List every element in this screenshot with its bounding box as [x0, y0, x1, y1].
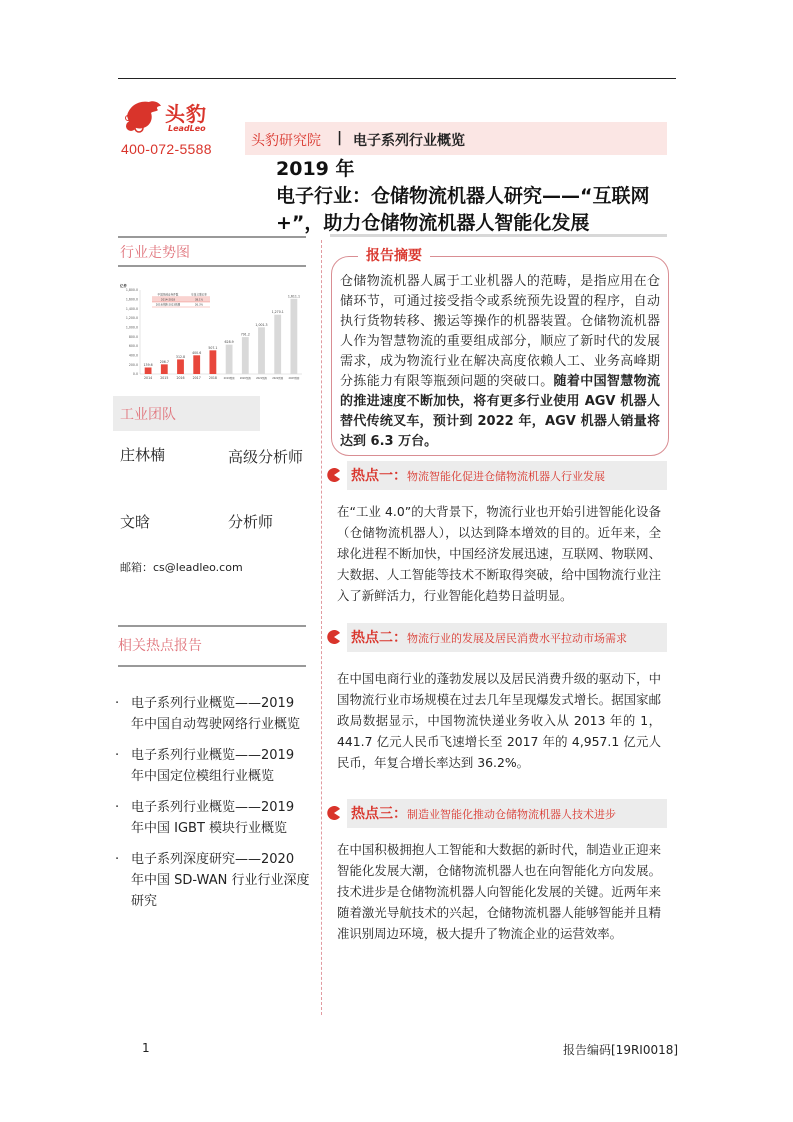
x-tick-label: 2021预测: [256, 377, 267, 380]
y-tick-label: 400.0: [128, 353, 138, 358]
x-tick-label: 2017: [192, 376, 201, 380]
bar: [274, 315, 281, 374]
team-member-role: 分析师: [228, 513, 274, 531]
y-tick-label: 600.0: [128, 344, 138, 349]
bar: [145, 367, 152, 374]
team-member-name: 文晗: [120, 513, 151, 531]
related-reports-list: [115, 693, 311, 922]
title-line-3: +”，助力仓储物流机器人智能化发展: [276, 212, 590, 234]
summary-text-bold: 随着中国智慧物流的推进速度不断加快，将有更多行业使用 AGV 机器人替代传统叉车，预计到 2022 年，AGV 机器人销量将达到 6.3 万台。: [340, 374, 660, 449]
bar-value-label: 791.2: [240, 332, 250, 337]
bullet: ·: [115, 800, 120, 815]
bar: [177, 359, 184, 374]
divider: [118, 236, 306, 238]
header-separator: |: [337, 130, 343, 146]
related-report-item[interactable]: [115, 797, 311, 839]
hotspot-3-heading: [351, 803, 616, 823]
hotspot-2-body: 在中国电商行业的蓬勃发展以及居民消费升级的驱动下，中国物流行业市场规模在过去几年呈现爆发式增长。据国家邮政局数据显示，中国物流快递业务收入从 2013 年的 1，441.7 亿元人民币飞速增长至 2017 年的 4,957.1 亿元人民币，年复合增长率达到 36.2%。: [337, 671, 661, 770]
contact-email[interactable]: 邮箱：cs@leadleo.com: [120, 561, 243, 574]
title-underline: [330, 234, 667, 237]
y-tick-label: 200.0: [128, 362, 138, 367]
related-report-item[interactable]: [115, 693, 311, 735]
trend-chart: [118, 282, 306, 384]
hotspot-label: 热点二: [351, 630, 393, 646]
hotspot-colon: ：: [393, 806, 407, 822]
bar: [242, 337, 249, 374]
table-cell: 2014-2018: [160, 298, 176, 302]
divider: [118, 265, 306, 267]
x-tick-label: 2018: [208, 376, 217, 380]
bar-value-label: 206.7: [159, 359, 169, 364]
hotspot-3-body: 在中国积极拥抱人工智能和大数据的新时代，制造业正迎来智能化发展大潮，仓储物流机器人也在向智能化方向发展。技术进步是仓储物流机器人向智能化发展的关键。近两年来随着激光导航技术的兴起，仓储物流机器人能够智能并且精准识别周边环境，极大提升了物流企业的运营效率。: [337, 842, 661, 941]
summary-text-plain: 仓储物流机器人属于工业机器人的范畴，是指应用在仓储环节，可通过接受指令或系统预先设置的程序，自动执行货物转移、搬运等操作的机器装置。仓储物流机器人作为智慧物流的重要组成部分，顺应了新时代的发展需求，成为物流行业在解决高度依赖人工、业务高峰期分拣能力有限等瓶颈问题的突破口。: [340, 274, 660, 389]
bar-value-label: 1,611.1: [287, 294, 300, 299]
table-header: 年复合增长率: [191, 293, 207, 297]
page-number: 1: [142, 1041, 150, 1055]
x-tick-label: 2016: [176, 376, 185, 380]
y-tick-label: 1,600.0: [125, 297, 138, 302]
table-header: 中国快递业务件数: [157, 293, 179, 297]
y-tick-label: 1,200.0: [125, 316, 138, 321]
logo-text-en: LeadLeo: [168, 124, 206, 133]
summary-heading: 报告摘要: [358, 245, 430, 265]
title-line-2: 电子行业：仓储物流机器人研究——“互联网: [276, 185, 650, 207]
pacman-marker-icon: [327, 468, 341, 482]
bullet: ·: [115, 852, 120, 867]
hotspot-colon: ：: [393, 630, 407, 646]
trend-heading: 行业走势图: [120, 245, 190, 261]
x-tick-label: 2023预测: [288, 377, 300, 380]
bar: [193, 355, 200, 374]
bar-value-label: 139.6: [143, 362, 153, 367]
bar-value-label: 312.8: [175, 354, 186, 359]
y-axis-label: 亿件: [120, 284, 127, 288]
y-tick-label: 800.0: [128, 334, 138, 339]
header-bar: [245, 122, 667, 155]
hotspot-2-heading: [351, 627, 627, 647]
table-cell: 38.1%: [194, 298, 204, 302]
bar: [290, 299, 297, 374]
related-report-title[interactable]: 电子系列深度研究——2020 年中国 SD-WAN 行业行业深度研究: [131, 852, 310, 909]
x-tick-label: 2022预测: [272, 377, 284, 380]
hotspot-1-heading: [351, 465, 605, 485]
header-series: 电子系列行业概览: [353, 133, 465, 149]
y-tick-label: 1,400.0: [125, 306, 138, 311]
header-org: 头豹研究院: [251, 133, 321, 149]
related-report-title[interactable]: 电子系列行业概览——2019 年中国自动驾驶网络行业概览: [131, 696, 301, 732]
report-title: [276, 156, 696, 237]
hotspot-subtitle: 物流行业的发展及居民消费水平拉动市场需求: [407, 632, 627, 645]
related-report-item[interactable]: [115, 849, 311, 912]
hotspot-label: 热点三: [351, 806, 393, 822]
hotspot-colon: ：: [393, 468, 407, 484]
x-tick-label: 2014: [144, 376, 153, 380]
hotspot-subtitle: 物流智能化促进仓储物流机器人行业发展: [407, 470, 605, 483]
table-cell: 26.3%: [194, 303, 204, 307]
phone-number: 400-072-5588: [121, 141, 212, 157]
bar: [258, 327, 265, 374]
top-rule: [118, 78, 676, 79]
leadleo-logo-icon: [122, 96, 164, 138]
team-heading: 工业团队: [120, 407, 176, 423]
bar-value-label: 1,001.3: [255, 322, 268, 327]
y-tick-label: 1,800.0: [125, 288, 138, 293]
x-tick-label: 2019预测: [223, 377, 235, 380]
table-cell: 2019预测-2023预测: [155, 303, 181, 307]
column-divider: [321, 240, 322, 1015]
pacman-marker-icon: [327, 806, 341, 820]
bullet: ·: [115, 696, 120, 711]
bar: [209, 350, 216, 374]
summary-text: [340, 272, 660, 452]
hotspot-subtitle: 制造业智能化推动仓储物流机器人技术进步: [407, 808, 616, 821]
bar-value-label: 628.9: [224, 340, 234, 345]
team-member-role: 高级分析师: [228, 448, 304, 466]
bar-value-label: 400.6: [192, 350, 202, 355]
related-heading: 相关热点报告: [118, 638, 202, 654]
pacman-marker-icon: [327, 630, 341, 644]
y-tick-label: 1,000.0: [125, 325, 138, 330]
hotspot-label: 热点一: [351, 468, 393, 484]
logo-text-cn: 头豹: [165, 102, 207, 126]
related-report-title[interactable]: 电子系列行业概览——2019 年中国定位模组行业概览: [131, 748, 295, 784]
hotspot-1-body: 在“工业 4.0”的大背景下，物流行业也开始引进智能化设备（仓储物流机器人），以达到降本增效的目的。近年来，全球化进程不断加快，中国经济发展迅速，互联网、物联网、大数据、人工智能等技术不断取得突破，给中国物流行业注入了新鲜活力，行业智能化趋势日益明显。: [337, 504, 661, 603]
related-report-title[interactable]: 电子系列行业概览——2019 年中国 IGBT 模块行业概览: [131, 800, 295, 836]
x-tick-label: 2020预测: [239, 377, 251, 380]
x-tick-label: 2015: [160, 376, 169, 380]
related-report-item[interactable]: [115, 745, 311, 787]
team-member-name: 庄林楠: [120, 446, 166, 464]
report-code: 报告编码[19RI0018]: [563, 1043, 679, 1057]
y-tick-label: 0.0: [132, 372, 138, 377]
title-line-1: 2019 年: [276, 158, 355, 180]
bar: [226, 345, 233, 374]
divider: [118, 625, 306, 627]
bar-value-label: 507.1: [208, 345, 218, 350]
bar: [161, 364, 168, 374]
divider: [118, 665, 306, 667]
bar-value-label: 1,270.1: [271, 310, 284, 315]
bullet: ·: [115, 748, 120, 763]
